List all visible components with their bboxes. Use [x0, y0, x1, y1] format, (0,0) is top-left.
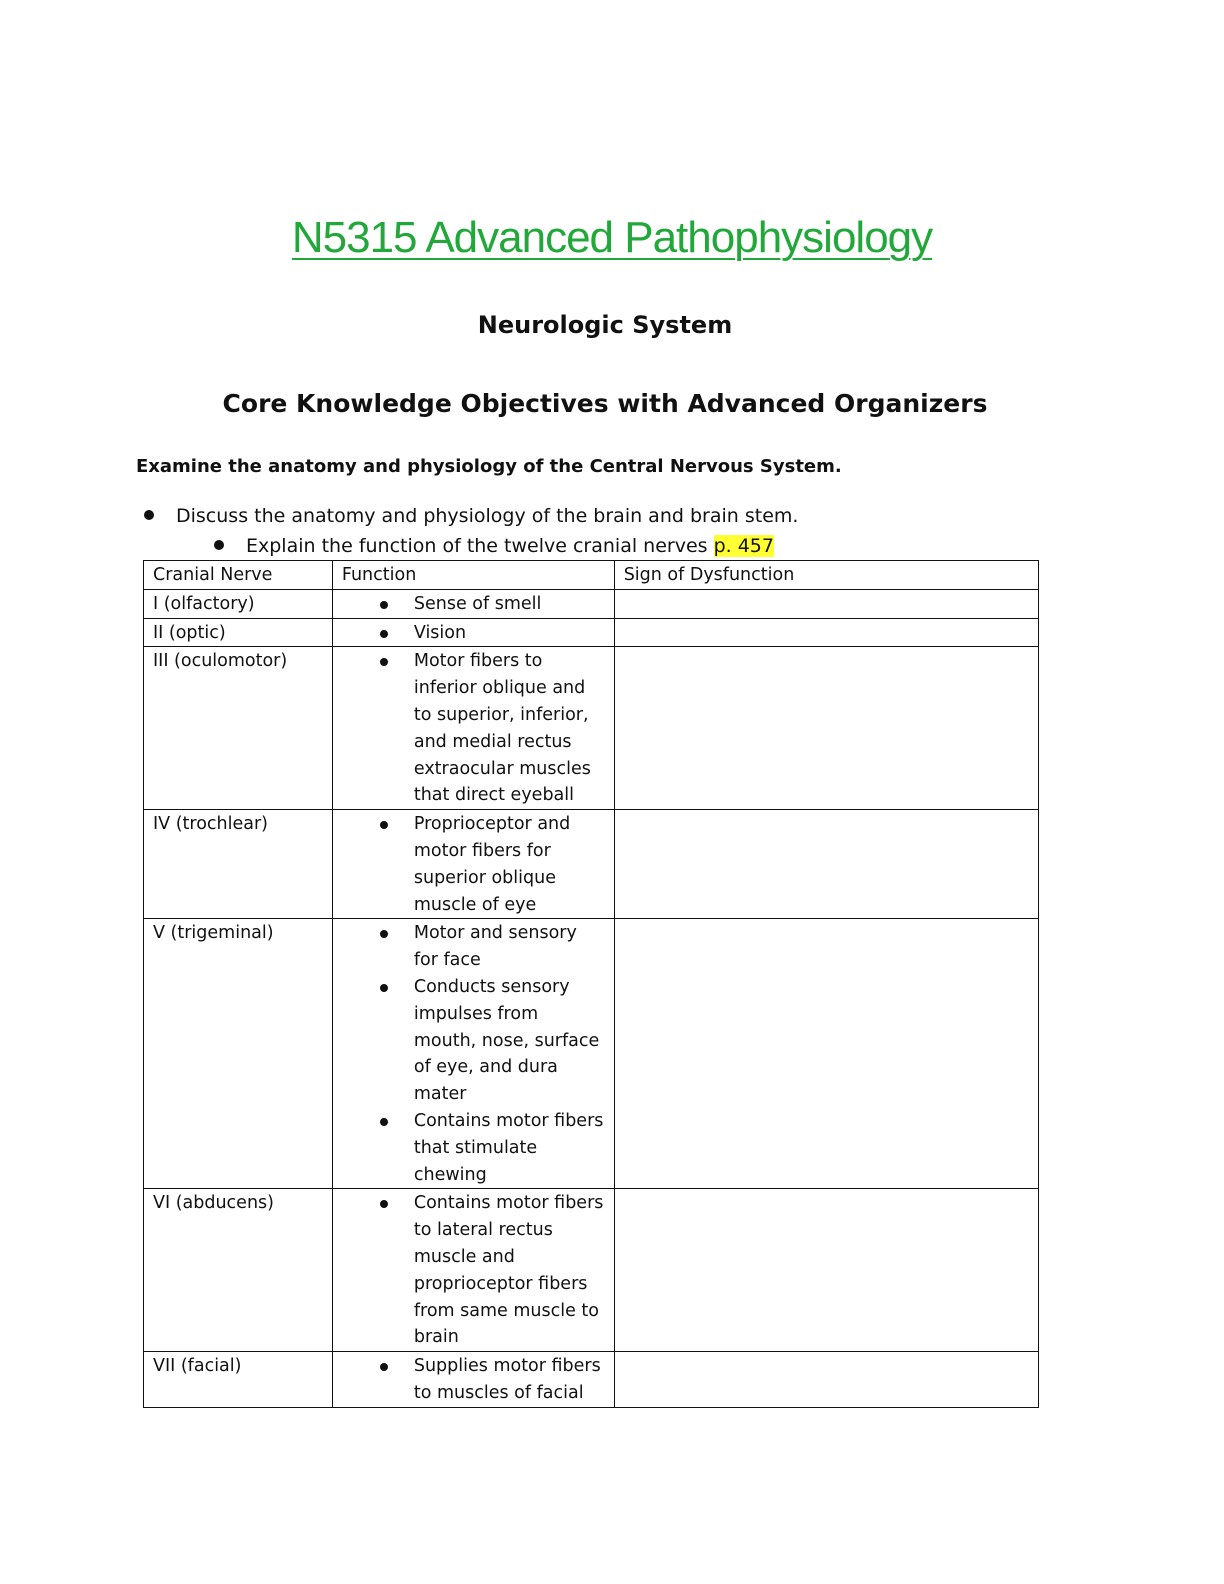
cranial-nerves-table	[143, 560, 1039, 1408]
section-subtitle: Neurologic System	[477, 311, 733, 339]
cranial-nerve-cell: IV (trochlear)	[144, 810, 333, 919]
bullet-text: Explain the function of the twelve cranial nerves	[246, 535, 708, 557]
dysfunction-cell[interactable]	[614, 1189, 1038, 1352]
table-row	[144, 919, 1039, 1189]
function-item: Contains motor fibers that stimulate chewing	[414, 1108, 605, 1188]
page-reference: p. 457	[713, 535, 774, 557]
dysfunction-cell[interactable]	[614, 810, 1038, 919]
function-list	[342, 920, 605, 1188]
function-item: Vision	[414, 620, 605, 647]
dysfunction-cell[interactable]	[614, 589, 1038, 618]
dysfunction-cell[interactable]	[614, 1352, 1038, 1408]
bullet-icon	[214, 540, 224, 550]
function-cell	[332, 810, 614, 919]
section-heading: Core Knowledge Objectives with Advanced Organizers	[222, 389, 988, 418]
document-title: N5315 Advanced Pathophysiology	[291, 213, 933, 262]
function-cell	[332, 647, 614, 810]
function-item: Sense of smell	[414, 591, 605, 618]
function-list	[342, 620, 605, 647]
function-list	[342, 811, 605, 918]
function-item: Supplies motor fibers to muscles of facial	[414, 1353, 605, 1407]
function-cell	[332, 1352, 614, 1408]
table-row	[144, 1189, 1039, 1352]
dysfunction-cell[interactable]	[614, 647, 1038, 810]
cranial-nerve-cell: II (optic)	[144, 618, 333, 647]
bullet-item-2	[214, 535, 774, 557]
function-item: Conducts sensory impulses from mouth, nose, surface of eye, and dura mater	[414, 974, 605, 1108]
cranial-nerve-cell: VI (abducens)	[144, 1189, 333, 1352]
function-item: Proprioceptor and motor fibers for superior oblique muscle of eye	[414, 811, 605, 918]
function-list	[342, 1353, 605, 1407]
cranial-nerve-cell: VII (facial)	[144, 1352, 333, 1408]
function-item: Motor fibers to inferior oblique and to superior, inferior, and medial rectus extraocular muscles that direct eyeball	[414, 648, 605, 809]
table-row	[144, 618, 1039, 647]
function-list	[342, 591, 605, 618]
objective-text: Examine the anatomy and physiology of the Central Nervous System.	[136, 456, 842, 477]
table-row	[144, 810, 1039, 919]
header-cranial-nerve: Cranial Nerve	[144, 561, 333, 590]
function-cell	[332, 589, 614, 618]
header-sign-of-dysfunction: Sign of Dysfunction	[614, 561, 1038, 590]
function-item: Contains motor fibers to lateral rectus muscle and proprioceptor fibers from same muscle to brain	[414, 1190, 605, 1351]
function-cell	[332, 618, 614, 647]
cranial-nerve-cell: III (oculomotor)	[144, 647, 333, 810]
function-list	[342, 648, 605, 809]
function-cell	[332, 919, 614, 1189]
dysfunction-cell[interactable]	[614, 919, 1038, 1189]
table-header-row	[144, 561, 1039, 590]
table-row	[144, 1352, 1039, 1408]
header-function: Function	[332, 561, 614, 590]
function-item: Motor and sensory for face	[414, 920, 605, 974]
function-list	[342, 1190, 605, 1351]
bullet-icon	[144, 510, 154, 520]
bullet-text: Discuss the anatomy and physiology of the brain and brain stem.	[176, 505, 799, 527]
table-row	[144, 589, 1039, 618]
cranial-nerve-cell: I (olfactory)	[144, 589, 333, 618]
bullet-item-1	[144, 505, 798, 527]
dysfunction-cell[interactable]	[614, 618, 1038, 647]
cranial-nerve-cell: V (trigeminal)	[144, 919, 333, 1189]
function-cell	[332, 1189, 614, 1352]
table-row	[144, 647, 1039, 810]
